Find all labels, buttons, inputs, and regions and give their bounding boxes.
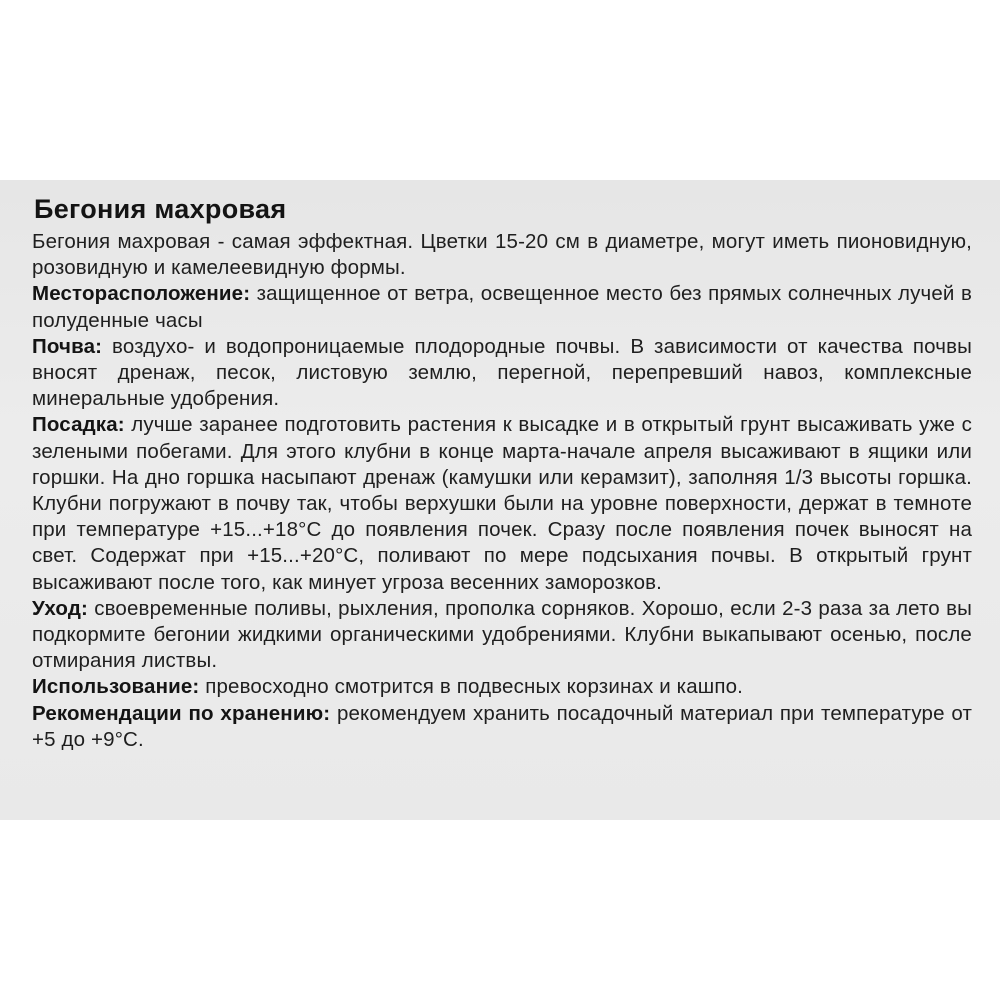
soil-label: Почва: [32, 334, 103, 358]
location-text: защищенное от ветра, освещенное место без прямых солнечных лучей в полуденные часы [32, 282, 972, 332]
care-paragraph [32, 596, 972, 675]
product-title: Бегония махровая [34, 194, 287, 224]
usage-text: превосходно смотрится в подвесных корзинах и кашпо. [199, 675, 744, 699]
location-paragraph [32, 281, 972, 333]
storage-text: рекомендуем хранить посадочный материал при температуре от +5 до +9°С. [32, 701, 973, 751]
storage-paragraph [32, 701, 972, 753]
intro-paragraph [32, 229, 972, 281]
label-card [0, 180, 1000, 820]
usage-label: Использование: [32, 675, 200, 699]
care-label: Уход: [32, 596, 88, 620]
location-label: Месторасположение: [32, 282, 251, 306]
soil-text: воздухо- и водопроницаемые плодородные почвы. В зависимости от качества почвы вносят дренаж, песок, листовую землю, перегной, перепревший навоз, комплексные минеральные удобрения. [32, 334, 972, 411]
care-text: своевременные поливы, рыхления, прополка сорняков. Хорошо, если 2-3 раза за лето вы подкормите бегонии жидкими органическими удобрениями. Клубни выкапывают осенью, после отмирания листвы. [32, 596, 972, 673]
storage-label: Рекомендации по хранению: [32, 701, 331, 725]
usage-paragraph [32, 674, 972, 700]
planting-paragraph [32, 412, 972, 595]
planting-label: Посадка: [32, 413, 125, 437]
planting-text: лучше заранее подготовить растения к высадке и в открытый грунт высаживать уже с зелеными побегами. Для этого клубни в конце марта-начале апреля высаживают в ящики или горшки. На дно горшка насыпают дренаж (камушки или керамзит), заполняя 1/3 высоты горшка. Клубни погружают в почву так, чтобы верхушки были на уровне поверхности, держат в темноте при температуре +15...+18°С до появления почек. Сразу после появления почек выносят на свет. Содержат при +15...+20°С, поливают по мере подсыхания почвы. В открытый грунт высаживают после того, как минует угроза весенних заморозков. [32, 413, 972, 594]
soil-paragraph [32, 334, 972, 413]
intro-text: Бегония махровая - самая эффектная. Цветки 15-20 см в диаметре, могут иметь пионовидную, розовидную и камелеевидную формы. [32, 230, 972, 280]
